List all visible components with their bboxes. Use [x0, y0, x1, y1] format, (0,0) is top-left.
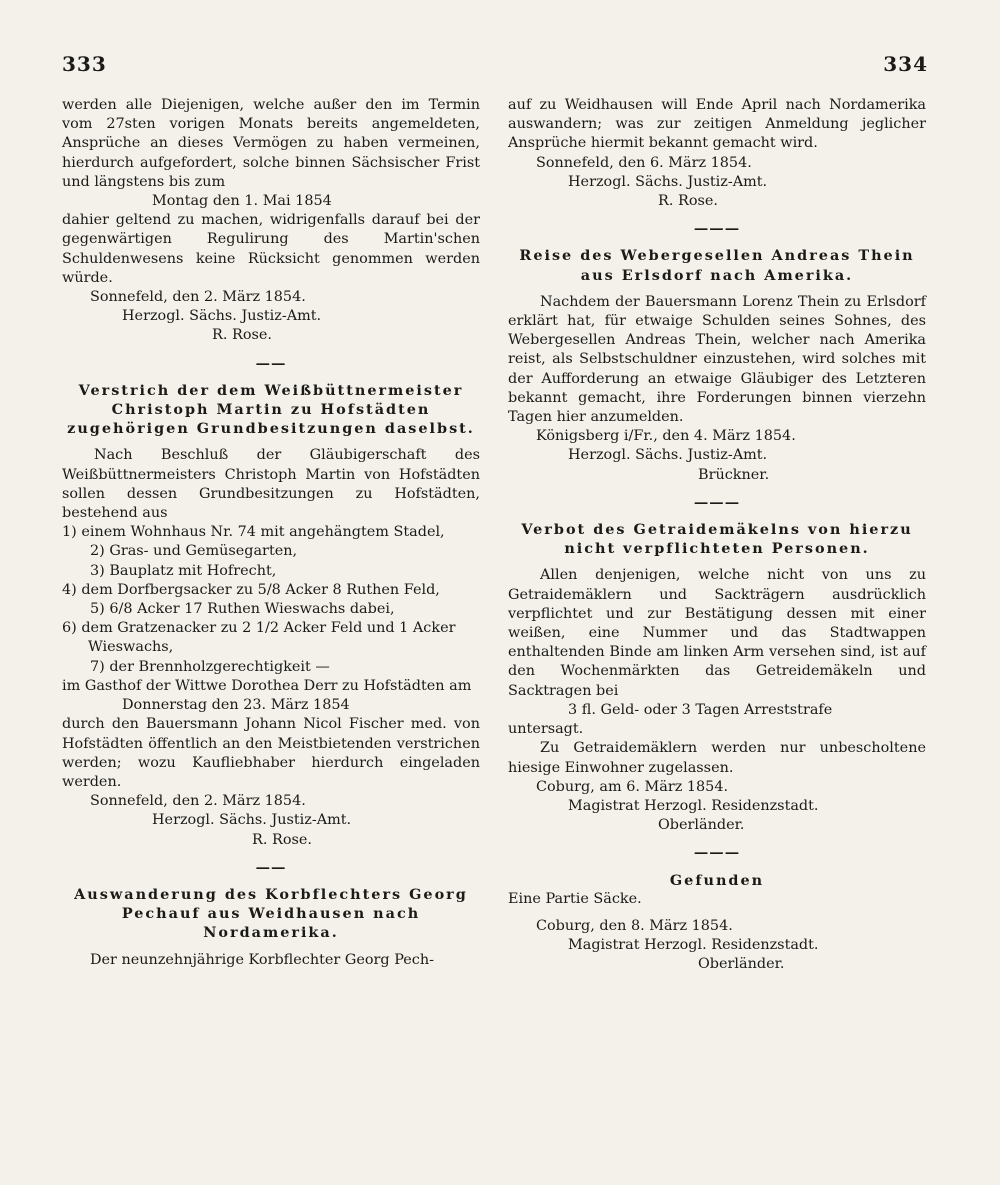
- separator: ———: [693, 220, 741, 238]
- office-line: Herzogl. Sächs. Justiz-Amt.: [152, 812, 352, 829]
- place-date: Coburg, den 8. März 1854.: [536, 917, 733, 934]
- separator: ——: [255, 858, 287, 876]
- list-item: 1) einem Wohnhaus Nr. 74 mit angehängtem Stadel,: [62, 524, 445, 541]
- page-number-left: 333: [62, 52, 107, 76]
- place-date: Coburg, am 6. März 1854.: [536, 778, 729, 795]
- list-item: 7) der Brennholzgerechtigkeit —: [90, 658, 330, 675]
- place-date: Sonnefeld, den 6. März 1854.: [536, 154, 752, 171]
- place-date: Sonnefeld, den 2. März 1854.: [90, 289, 306, 306]
- paragraph: Nach Beschluß der Gläubigerschaft des Weißbüttnermeisters Christoph Martin von Hofstädten sollen dessen Grundbesitzungen zu Hofstädten, bestehend aus: [62, 447, 480, 522]
- paragraph: Zu Getraidemäklern werden nur unbescholtene hiesige Einwohner zugelassen.: [508, 740, 926, 776]
- office-line: Magistrat Herzogl. Residenzstadt.: [568, 937, 819, 954]
- paragraph: durch den Bauersmann Johann Nicol Fischer med. von Hofstädten öffentlich an den Meistbietenden verstrichen werden; wozu Kaufliebhaber hierdurch eingeladen werden.: [62, 716, 480, 790]
- signature: R. Rose.: [658, 193, 718, 210]
- paragraph: Eine Partie Säcke.: [508, 890, 642, 907]
- penalty-line: 3 fl. Geld- oder 3 Tagen Arreststrafe: [568, 701, 833, 718]
- notice-heading: Auswanderung des Korbflechters Georg Pechauf aus Weidhausen nach Nordamerika.: [74, 885, 468, 942]
- signature: R. Rose.: [252, 831, 312, 848]
- signature: Oberländer.: [658, 817, 745, 834]
- list-item: 3) Bauplatz mit Hofrecht,: [90, 562, 277, 579]
- separator: ———: [693, 844, 741, 862]
- left-column: [62, 96, 480, 970]
- list-item: 5) 6/8 Acker 17 Ruthen Wieswachs dabei,: [90, 601, 395, 618]
- date-line: Donnerstag den 23. März 1854: [122, 697, 350, 714]
- paragraph: untersagt.: [508, 721, 584, 738]
- paragraph: im Gasthof der Wittwe Dorothea Derr zu Hofstädten am: [62, 677, 472, 694]
- paragraph: Allen denjenigen, welche nicht von uns zu Getraidemäklern und Sackträgern ausdrücklich verpflichtet und zur Bestätigung dessen mit einer weißen, eine Nummer und das Stadtwappen enthaltenden Binde am linken Arm versehen sind, ist auf den Wochenmärkten das Getreidemäkeln und Sacktragen bei: [508, 567, 926, 699]
- notice-heading: Verbot des Getraidemäkelns von hierzu nicht verpflichteten Personen.: [521, 521, 913, 558]
- notice-heading: Gefunden: [669, 871, 765, 889]
- right-column: [508, 96, 926, 975]
- list-item: 2) Gras- und Gemüsegarten,: [90, 543, 298, 560]
- list-item: 4) dem Dorfbergsacker zu 5/8 Acker 8 Ruthen Feld,: [62, 581, 440, 598]
- page-number-right: 334: [883, 52, 928, 76]
- office-line: Herzogl. Sächs. Justiz-Amt.: [122, 308, 322, 325]
- separator: ———: [693, 493, 741, 511]
- signature: Oberländer.: [698, 956, 785, 973]
- list-item: 6) dem Gratzenacker zu 2 1/2 Acker Feld und 1 Acker Wieswachs,: [62, 620, 456, 656]
- date-line: Montag den 1. Mai 1854: [152, 193, 332, 210]
- paragraph: Der neunzehnjährige Korbflechter Georg Pech-: [90, 951, 434, 968]
- notice-heading: Reise des Webergesellen Andreas Thein aus Erlsdorf nach Amerika.: [519, 247, 915, 284]
- paragraph: werden alle Diejenigen, welche außer den im Termin vom 27sten vorigen Monats bereits angemeldeten, Ansprüche an dieses Vermögen zu haben vermeinen, hierdurch aufgefordert, solche binnen Sächsischer Frist und längstens bis zum: [62, 97, 480, 190]
- office-line: Herzogl. Sächs. Justiz-Amt.: [568, 173, 768, 190]
- place-date: Sonnefeld, den 2. März 1854.: [90, 793, 306, 810]
- separator: ——: [255, 354, 287, 372]
- paragraph: Nachdem der Bauersmann Lorenz Thein zu Erlsdorf erklärt hat, für etwaige Schulden seines Sohnes, des Webergesellen Andreas Thein, welcher nach Amerika reist, als Selbstschuldner einzustehen, wird solches mit der Aufforderung an etwaige Gläubiger des Letzteren bekannt gemacht, ihre Forderungen binnen vierzehn Tagen hier anzumelden.: [508, 293, 926, 426]
- place-date: Königsberg i/Fr., den 4. März 1854.: [536, 428, 796, 445]
- office-line: Herzogl. Sächs. Justiz-Amt.: [568, 447, 768, 464]
- notice-heading: Verstrich der dem Weißbüttnermeister Christoph Martin zu Hofstädten zugehörigen Grundbesitzungen daselbst.: [67, 381, 475, 438]
- signature: R. Rose.: [212, 327, 272, 344]
- paragraph: auf zu Weidhausen will Ende April nach Nordamerika auswandern; was zur zeitigen Anmeldung jeglicher Ansprüche hiermit bekannt gemacht wird.: [508, 97, 926, 152]
- paragraph: dahier geltend zu machen, widrigenfalls darauf bei der gegenwärtigen Regulirung des Martin'schen Schuldenwesens keine Rücksicht genommen werden würde.: [62, 212, 480, 286]
- office-line: Magistrat Herzogl. Residenzstadt.: [568, 797, 819, 814]
- signature: Brückner.: [698, 466, 770, 483]
